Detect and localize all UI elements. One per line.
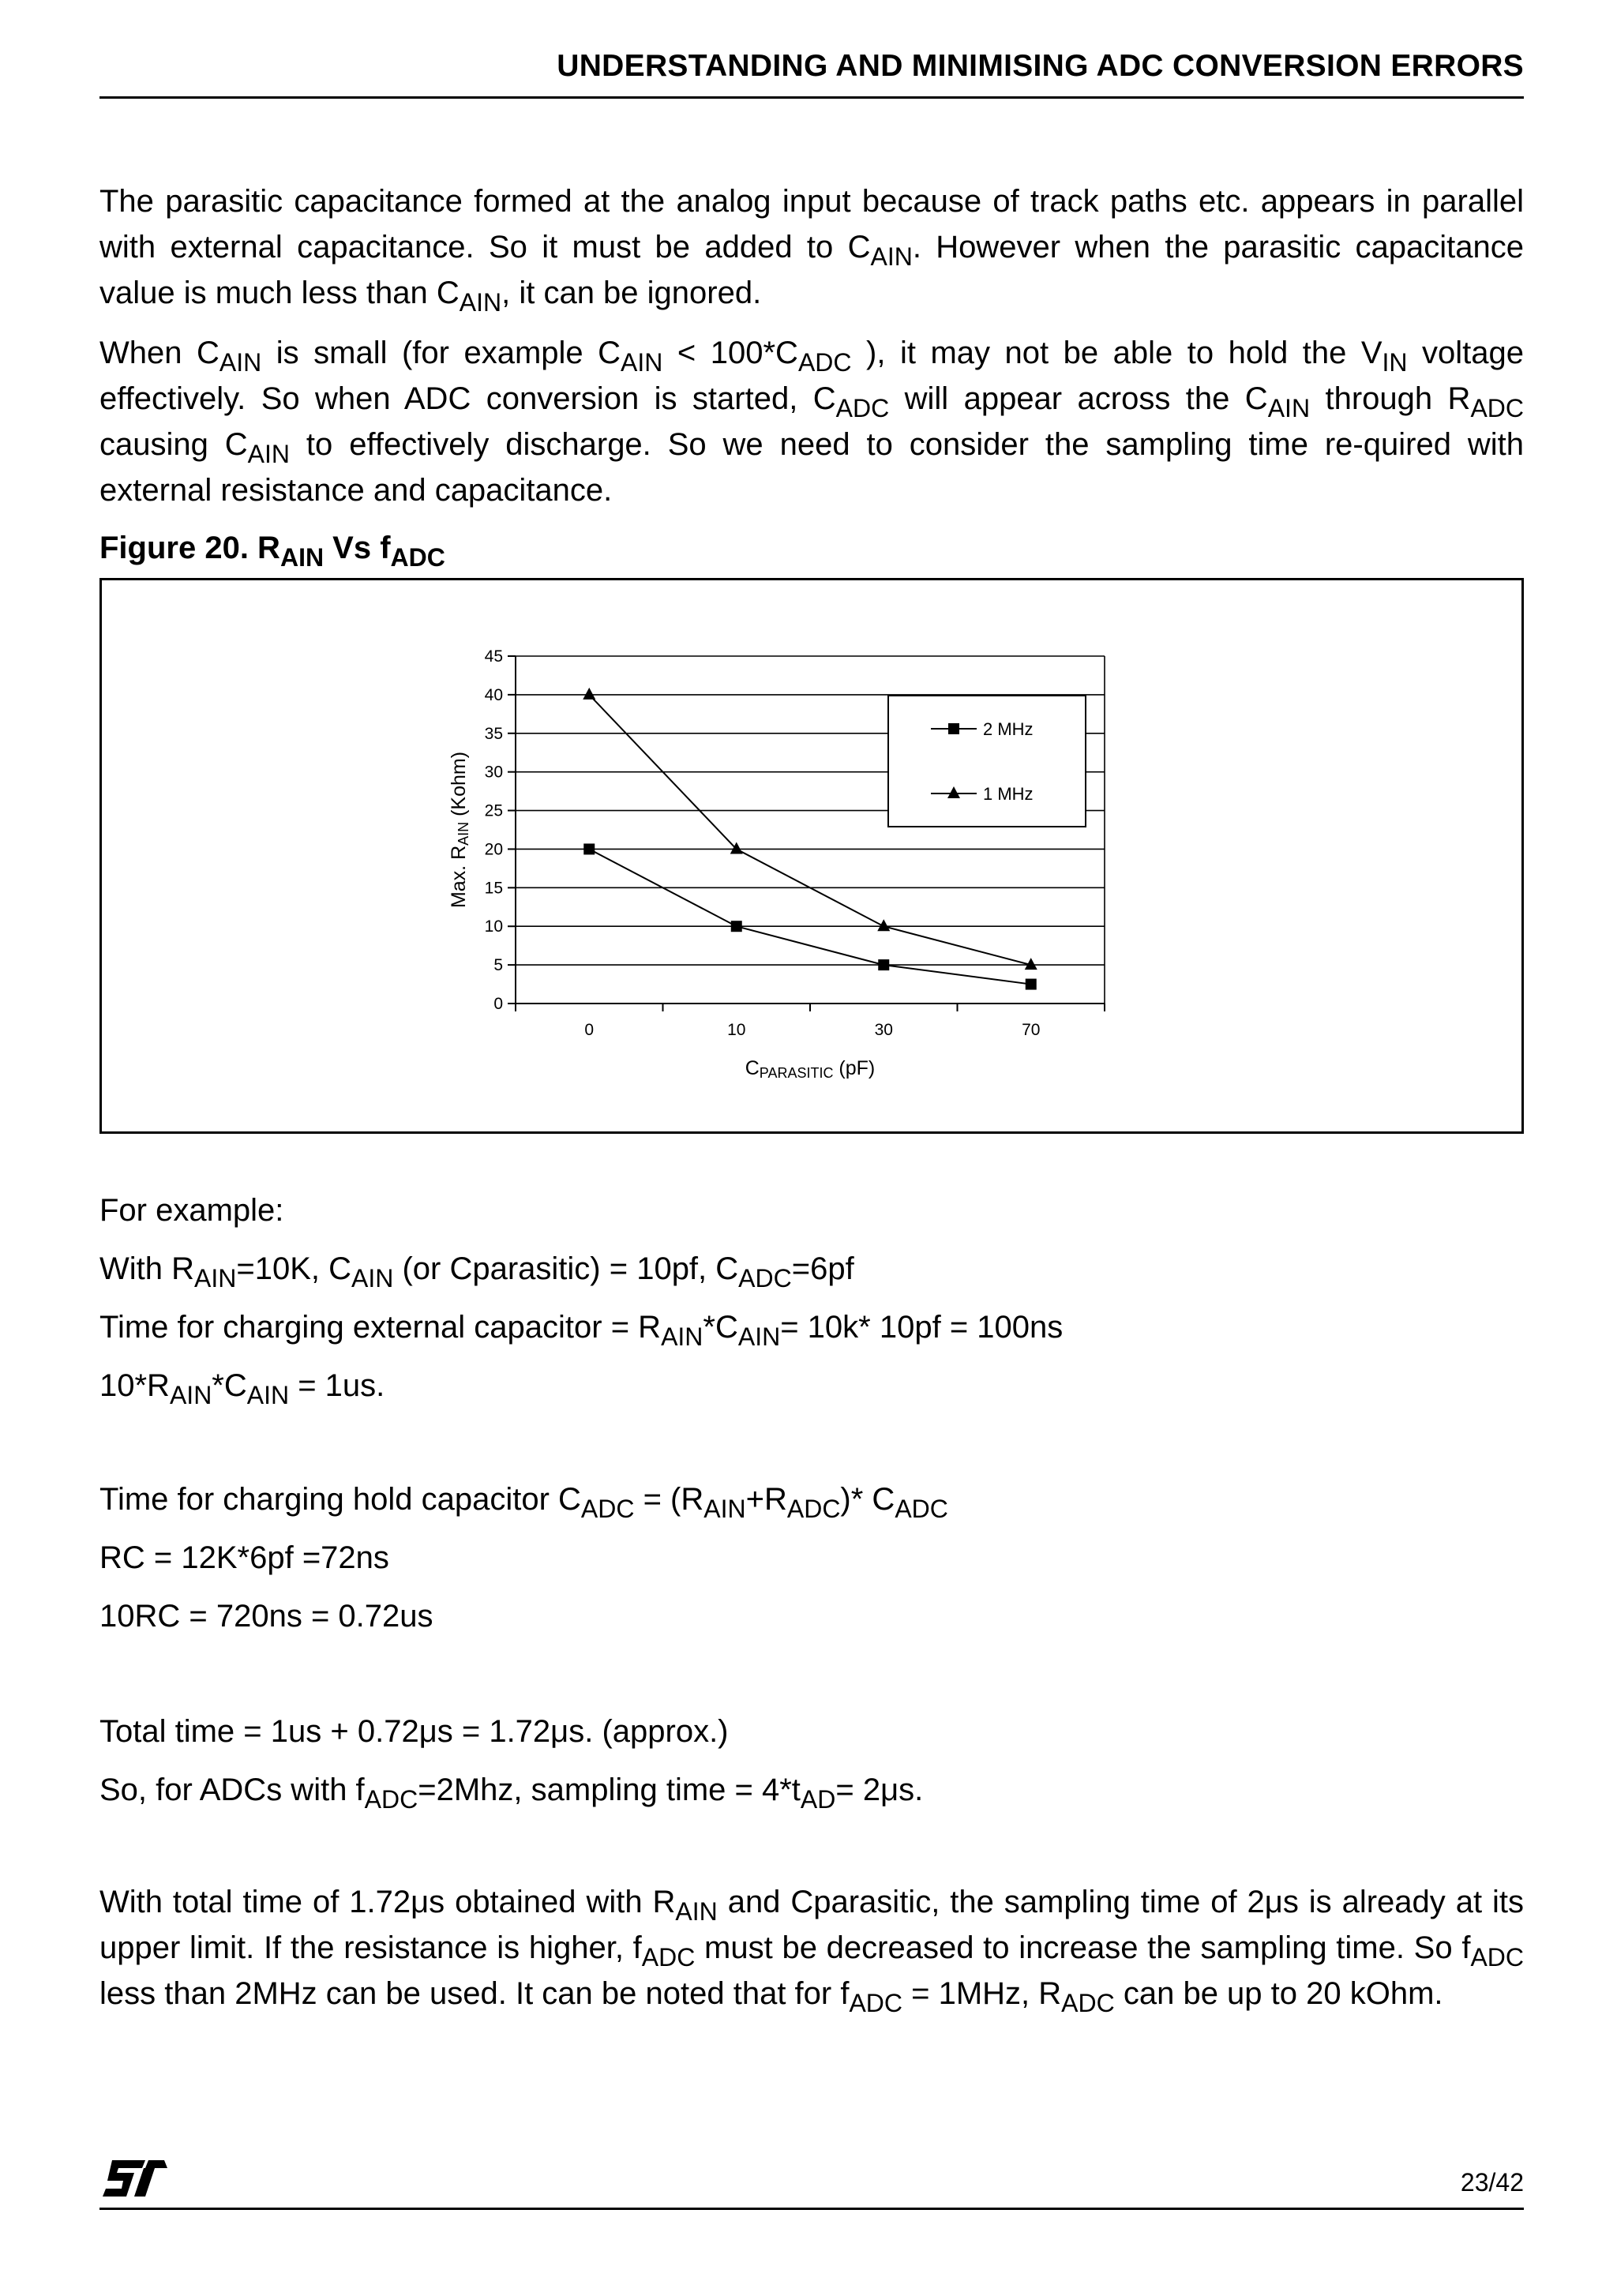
- figure-caption: Figure 20. $R_{AIN}$ Vs $f_{ADC}$: [99, 531, 445, 572]
- example-line-external-charge: Time for charging external capacitor = $R_{AIN}*C_{AIN}= 10k*$ 10pf = 100ns: [99, 1310, 1064, 1352]
- y-tick-label-15: 15: [484, 879, 503, 898]
- x-axis-title: CPARASITIC (pF): [745, 1057, 876, 1081]
- example-intro: For example:: [99, 1193, 284, 1228]
- y-tick-label-25: 25: [484, 801, 503, 820]
- page-number: 23/42: [1460, 2168, 1524, 2197]
- x-tick-label-10: 10: [727, 1021, 746, 1039]
- y-tick-label-35: 35: [484, 724, 503, 743]
- x-tick-label-0: 0: [584, 1021, 595, 1039]
- example-line-rc: RC = 12K*6pf =72ns: [99, 1540, 389, 1575]
- series-0-point-1: [731, 921, 742, 932]
- footer-rule: [99, 2208, 1524, 2210]
- example-line-10rc-hold: 10RC = 720ns = 0.72us: [99, 1599, 433, 1634]
- series-0-point-3: [1026, 979, 1037, 990]
- example-line-total-time: Total time = 1us + 0.72μs = 1.72μs. (approx.): [99, 1714, 729, 1749]
- st-logo-icon: [99, 2157, 169, 2204]
- legend-marker-0: [948, 723, 959, 734]
- y-tick-label-0: 0: [493, 995, 503, 1013]
- y-tick-label-30: 30: [484, 763, 503, 782]
- legend-label-0: 2 MHz: [983, 719, 1034, 739]
- series-0-point-0: [583, 843, 595, 854]
- legend-label-1: 1 MHz: [983, 784, 1034, 804]
- paragraph-small-cain: When $C_{AIN}$ is small (for example $C_{AIN} < 100*C_{ADC}$ ), it may not be able to hold the $V_{IN}$ voltage effectively. So when ADC conversion is started, $C_{ADC}$ will appear across the $C_{AIN}$ through $R_{ADC}$ causing $C_{AIN}$ to effectively discharge. So we need to consider the sampling time re-quired with external resistance and capacitance.: [99, 336, 1525, 508]
- example-line-10rc: $10*R_{AIN}*C_{AIN} = 1us$.: [99, 1368, 385, 1410]
- paragraph-conclusion: With total time of 1.72μs obtained with $R_{AIN}$ and Cparasitic, the sampling time of 2μs is already at its upper limit. If the resistance is higher, $f_{ADC}$ must be decreased to increase the sampling time. So $f_{ADC}$ less than 2MHz can be used. It can be noted that for $f_{ADC} = 1MHz$, $R_{ADC}$ can be up to 20 kOhm.: [99, 1885, 1524, 2018]
- x-tick-label-70: 70: [1022, 1021, 1041, 1039]
- series-1-point-0: [583, 688, 595, 700]
- series-line-0: [589, 849, 1031, 984]
- chart-rain-vs-fadc: [102, 580, 1521, 1131]
- y-tick-label-5: 5: [493, 956, 503, 975]
- example-line-values: With $R_{AIN}=10K$, $C_{AIN}$ (or Cparasitic) = 10pf, $C_{ADC}=6pf$: [99, 1251, 854, 1293]
- figure-box: [99, 578, 1524, 1134]
- header-title: UNDERSTANDING AND MINIMISING ADC CONVERSION ERRORS: [557, 49, 1524, 83]
- y-tick-label-40: 40: [484, 685, 503, 704]
- y-axis-title: Max. RAIN (Kohm): [448, 751, 471, 909]
- example-line-sampling-time: So, for ADCs with $f_{ADC}=2Mhz$, sampling time = $4*t_{AD}= 2\mu s$.: [99, 1773, 924, 1814]
- series-1-point-2: [877, 919, 890, 931]
- paragraph-parasitic-capacitance: The parasitic capacitance formed at the analog input because of track paths etc. appears in parallel with external capacitance. So it must be added to $C_{AIN}$. However when the parasitic capacitance value is much less than $C_{AIN}$, it can be ignored.: [99, 184, 1524, 317]
- header-rule: [99, 96, 1524, 99]
- y-tick-label-45: 45: [484, 647, 503, 666]
- chart-legend-box: [888, 696, 1086, 827]
- series-0-point-2: [878, 959, 889, 970]
- x-tick-label-30: 30: [874, 1021, 893, 1039]
- example-line-hold-charge: Time for charging hold capacitor $C_{ADC} = (R_{AIN}+R_{ADC})*$ $C_{ADC}$: [99, 1482, 948, 1524]
- y-tick-label-20: 20: [484, 840, 503, 859]
- y-tick-label-10: 10: [484, 917, 503, 936]
